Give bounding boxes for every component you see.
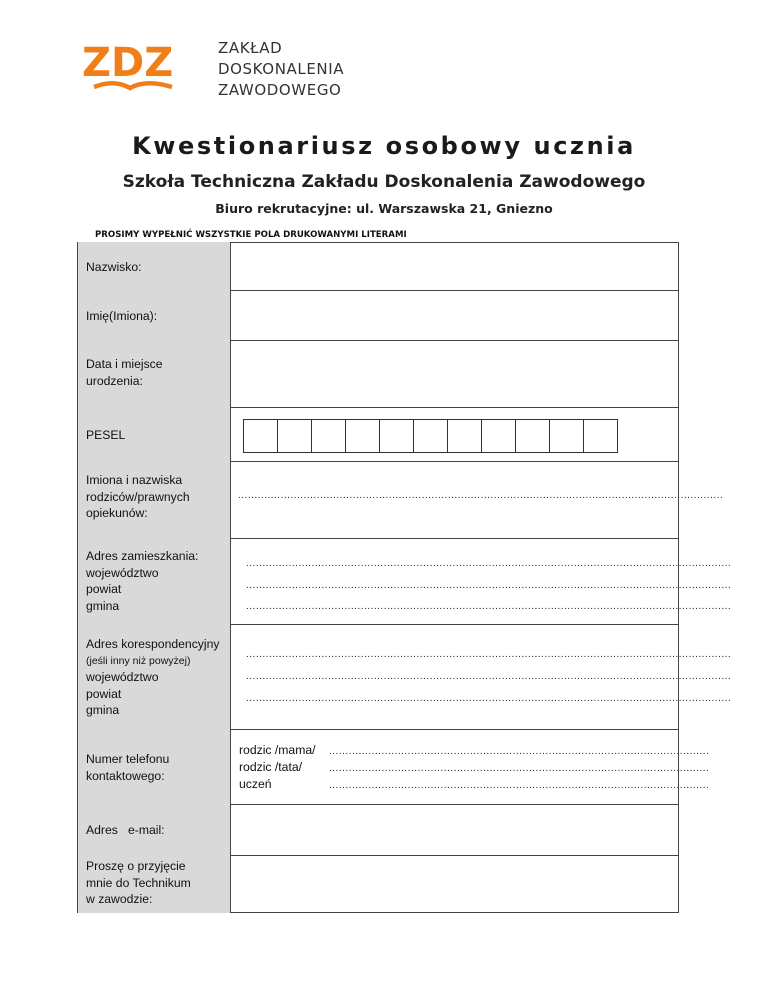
profession-label-line: Proszę o przyjęcie [86,859,186,873]
phone-field [230,729,710,804]
phone-label [86,751,169,784]
row-pesel [77,407,679,461]
label-cell [77,340,231,407]
row-email [77,804,679,855]
profession-label [86,858,191,908]
label-cell [77,242,231,290]
pesel-digit-box[interactable] [243,419,278,453]
label-cell [77,290,231,340]
phone-mom-label: rodzic /mama/ [239,743,316,757]
profession-label-line: mnie do Technikum [86,875,191,890]
pesel-digit-box[interactable] [311,419,346,453]
birth-label [86,356,163,389]
first-names-label: Imię(Imiona): [86,309,158,323]
logo-mark: ZDZ [82,40,174,86]
correspondence-label-line: województwo [86,670,159,684]
pesel-digit-box[interactable] [583,419,618,453]
dotted-line: .................................................................................................................................................... [246,693,732,704]
phone-student-label: uczeń [239,777,272,791]
pesel-digit-box[interactable] [345,419,380,453]
pesel-boxes [243,419,618,453]
pesel-digit-box[interactable] [481,419,516,453]
home-address-field[interactable] [230,538,732,624]
phone-student-input[interactable]: .................................................................................................................... [329,780,710,791]
home-address-label-line: Adres zamieszkania: [86,549,199,563]
profession-field[interactable] [230,855,679,913]
birth-field[interactable] [230,340,679,407]
row-correspondence-address [77,624,732,729]
dotted-line: .................................................................................................................................................... [246,580,732,591]
birth-label-line: urodzenia: [86,373,143,388]
email-field[interactable] [230,804,679,855]
dotted-line: .................................................................................................................................................... [246,649,732,660]
parents-label-line: rodziców/prawnych [86,489,190,504]
correspondence-label [86,636,219,719]
label-cell [77,855,231,913]
surname-label: Nazwisko: [86,260,142,274]
pesel-field [230,407,679,461]
pesel-digit-box[interactable] [413,419,448,453]
questionnaire-form [77,242,732,913]
parents-label-line: Imiona i nazwiska [86,473,183,487]
phone-mom-input[interactable]: .................................................................................................................... [329,746,710,757]
correspondence-note: (jeśli inny niż powyżej) [86,654,191,667]
zdz-logo [80,38,180,98]
parents-label-line: opiekunów: [86,506,148,520]
phone-dad-label: rodzic /tata/ [239,760,302,774]
row-surname [77,242,679,290]
correspondence-label-line: powiat [86,686,122,701]
phone-label-line: Numer telefonu [86,752,170,766]
home-address-label-line: gmina [86,598,120,613]
pesel-digit-box[interactable] [379,419,414,453]
surname-field[interactable] [230,242,679,290]
profession-label-line: w zawodzie: [86,892,153,906]
office-address: Biuro rekrutacyjne: ul. Warszawska 21, Gniezno [215,201,553,216]
correspondence-field[interactable] [230,624,732,729]
logo-line: ZAKŁAD [218,39,283,57]
parents-field[interactable] [230,461,724,538]
row-birth [77,340,679,407]
parents-label [86,472,190,522]
email-label: Adres e-mail: [86,823,165,837]
label-cell [77,624,231,729]
row-home-address [77,538,732,624]
dotted-line: .................................................................................................................................................... [246,671,732,682]
pesel-digit-box[interactable] [447,419,482,453]
logo-wordmark [218,38,344,101]
logo-line: DOSKONALENIA [218,60,345,78]
row-first-names [77,290,679,340]
dotted-line: .................................................................................................................................................... [246,558,732,569]
pesel-digit-box[interactable] [515,419,550,453]
phone-label-line: kontaktowego: [86,768,165,783]
dotted-line: .................................................................................................................................................... [246,601,732,612]
dotted-line: .................................................................................................................................................... [238,490,724,501]
row-profession [77,855,679,913]
label-cell [77,804,231,855]
fill-notice: PROSIMY WYPEŁNIĆ WSZYSTKIE POLA DRUKOWANYMI LITERAMI [95,230,407,240]
phone-dad-input[interactable]: .................................................................................................................... [329,763,710,774]
pesel-label: PESEL [86,428,126,442]
label-cell [77,461,231,538]
label-cell [77,729,231,804]
pesel-digit-box[interactable] [277,419,312,453]
correspondence-label-line: Adres korespondencyjny [86,637,220,651]
label-cell [77,538,231,624]
logo-line: ZAWODOWEGO [218,81,342,99]
birth-label-line: Data i miejsce [86,357,163,371]
home-address-label-line: powiat [86,582,122,596]
first-names-field[interactable] [230,290,679,340]
home-address-label-line: województwo [86,565,159,580]
school-name: Szkoła Techniczna Zakładu Doskonalenia Zawodowego [122,172,646,192]
pesel-digit-box[interactable] [549,419,584,453]
correspondence-label-line: gmina [86,703,120,717]
row-parents [77,461,724,538]
home-address-label [86,548,198,614]
row-phone [77,729,710,804]
page-title: Kwestionariusz osobowy ucznia [132,132,636,160]
label-cell [77,407,231,461]
